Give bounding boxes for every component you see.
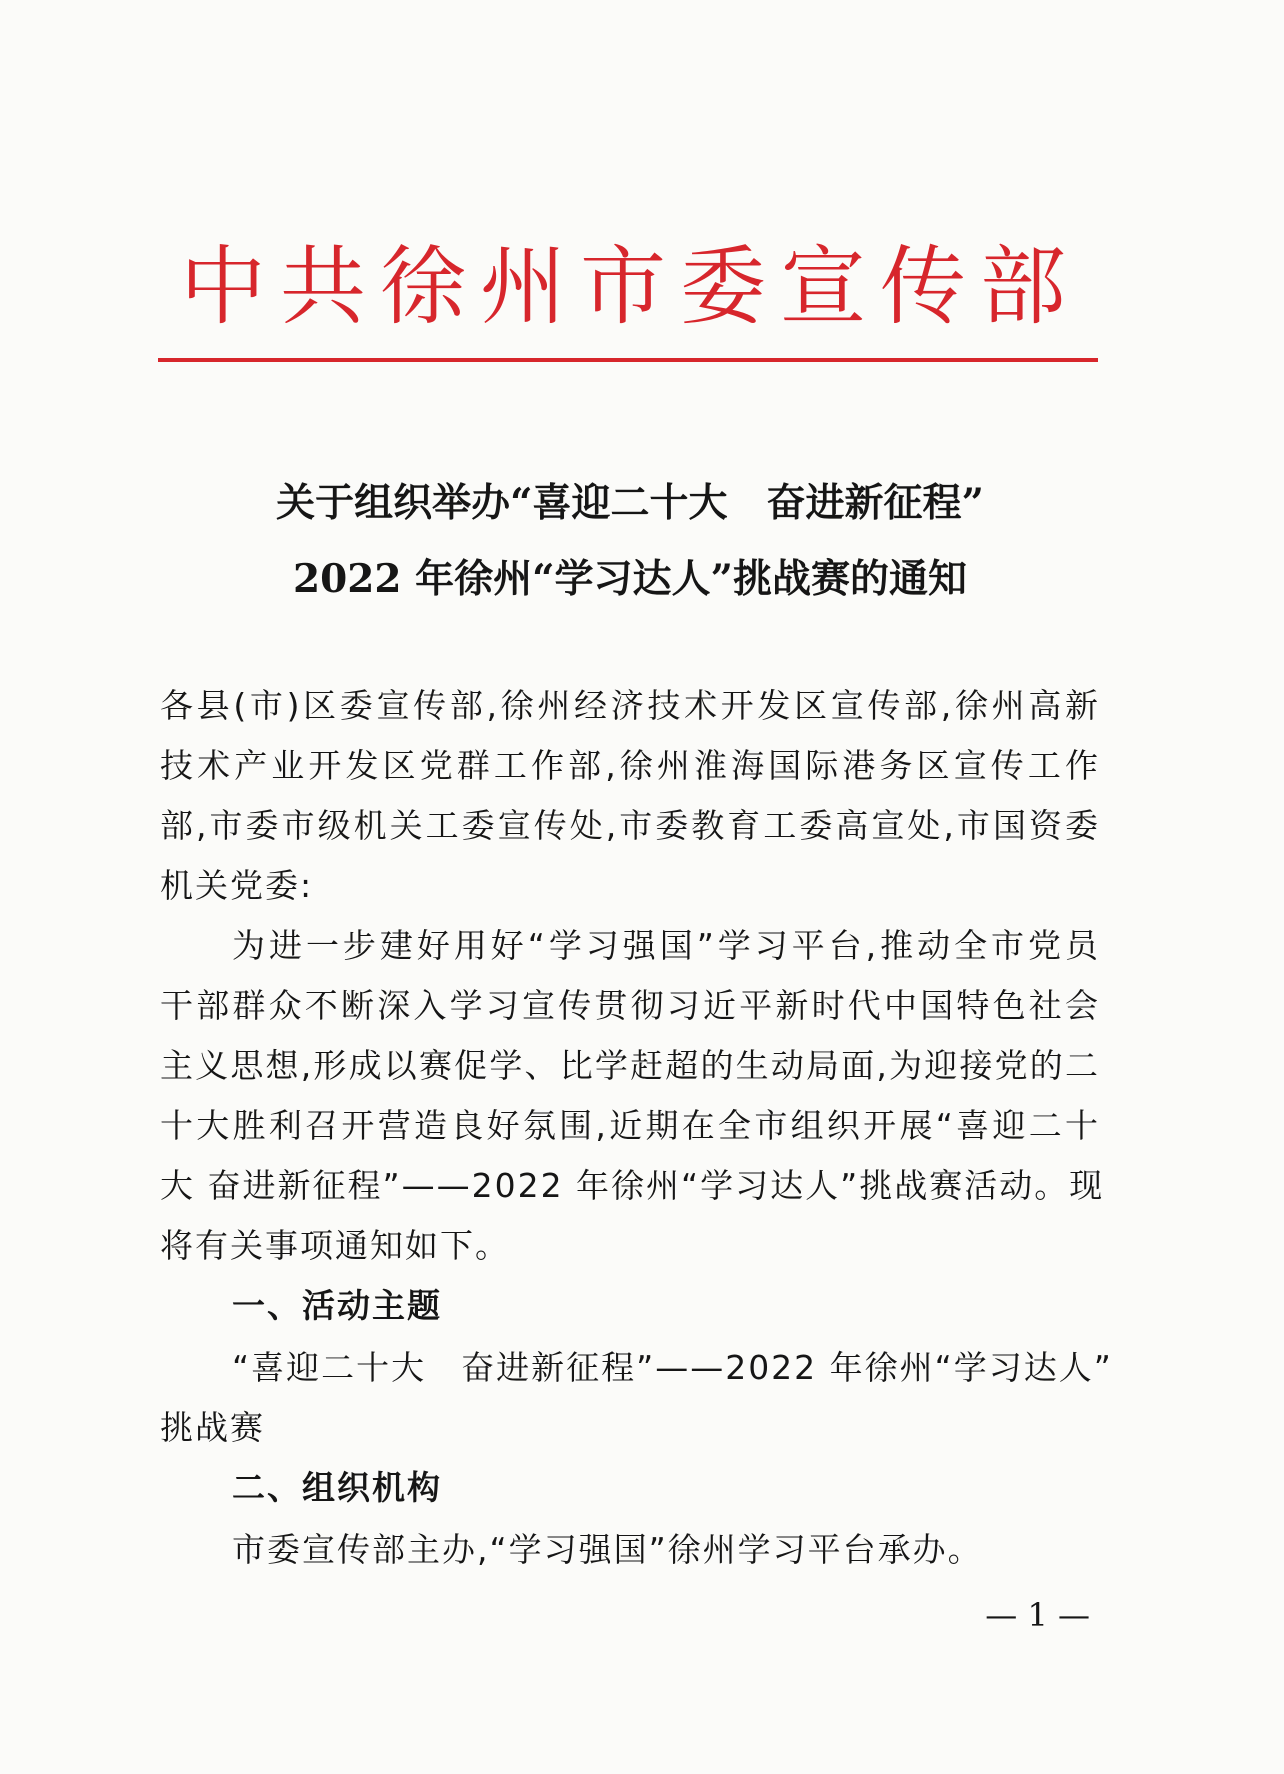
letterhead-red-rule [158, 358, 1098, 362]
document-title-line-1: 关于组织举办“喜迎二十大 奋进新征程” [276, 480, 984, 526]
document-title-line-2: 2022 年徐州“学习达人”挑战赛的通知 [293, 556, 967, 602]
letterhead-org-name: 中共徐州市委宣传部 [180, 237, 1080, 337]
recipients-line-4: 机关党委: [160, 866, 314, 905]
section1-text-line-2: 挑战赛 [160, 1408, 265, 1447]
section1-heading: 一、活动主题 [232, 1286, 442, 1325]
paragraph1-line-2: 干部群众不断深入学习宣传贯彻习近平新时代中国特色社会 [160, 986, 1100, 1025]
section1-text-line-1: “喜迎二十大 奋进新征程”——2022 年徐州“学习达人” [232, 1348, 1113, 1387]
recipients-line-1: 各县(市)区委宣传部,徐州经济技术开发区宣传部,徐州高新 [160, 686, 1100, 725]
paragraph1-line-4: 十大胜利召开营造良好氛围,近期在全市组织开展“喜迎二十 [160, 1106, 1100, 1145]
page-number: — 1 — [985, 1596, 1090, 1634]
section2-heading: 二、组织机构 [232, 1468, 442, 1507]
section2-text: 市委宣传部主办,“学习强国”徐州学习平台承办。 [232, 1530, 983, 1569]
paragraph1-line-3: 主义思想,形成以赛促学、比学赶超的生动局面,为迎接党的二 [160, 1046, 1100, 1085]
paragraph1-line-1: 为进一步建好用好“学习强国”学习平台,推动全市党员 [232, 926, 1100, 965]
recipients-line-3: 部,市委市级机关工委宣传处,市委教育工委高宣处,市国资委 [160, 806, 1100, 845]
recipients-line-2: 技术产业开发区党群工作部,徐州淮海国际港务区宣传工作 [160, 746, 1100, 785]
paragraph1-line-6: 将有关事项通知如下。 [160, 1226, 510, 1265]
paragraph1-line-5: 大 奋进新征程”——2022 年徐州“学习达人”挑战赛活动。现 [160, 1166, 1105, 1205]
